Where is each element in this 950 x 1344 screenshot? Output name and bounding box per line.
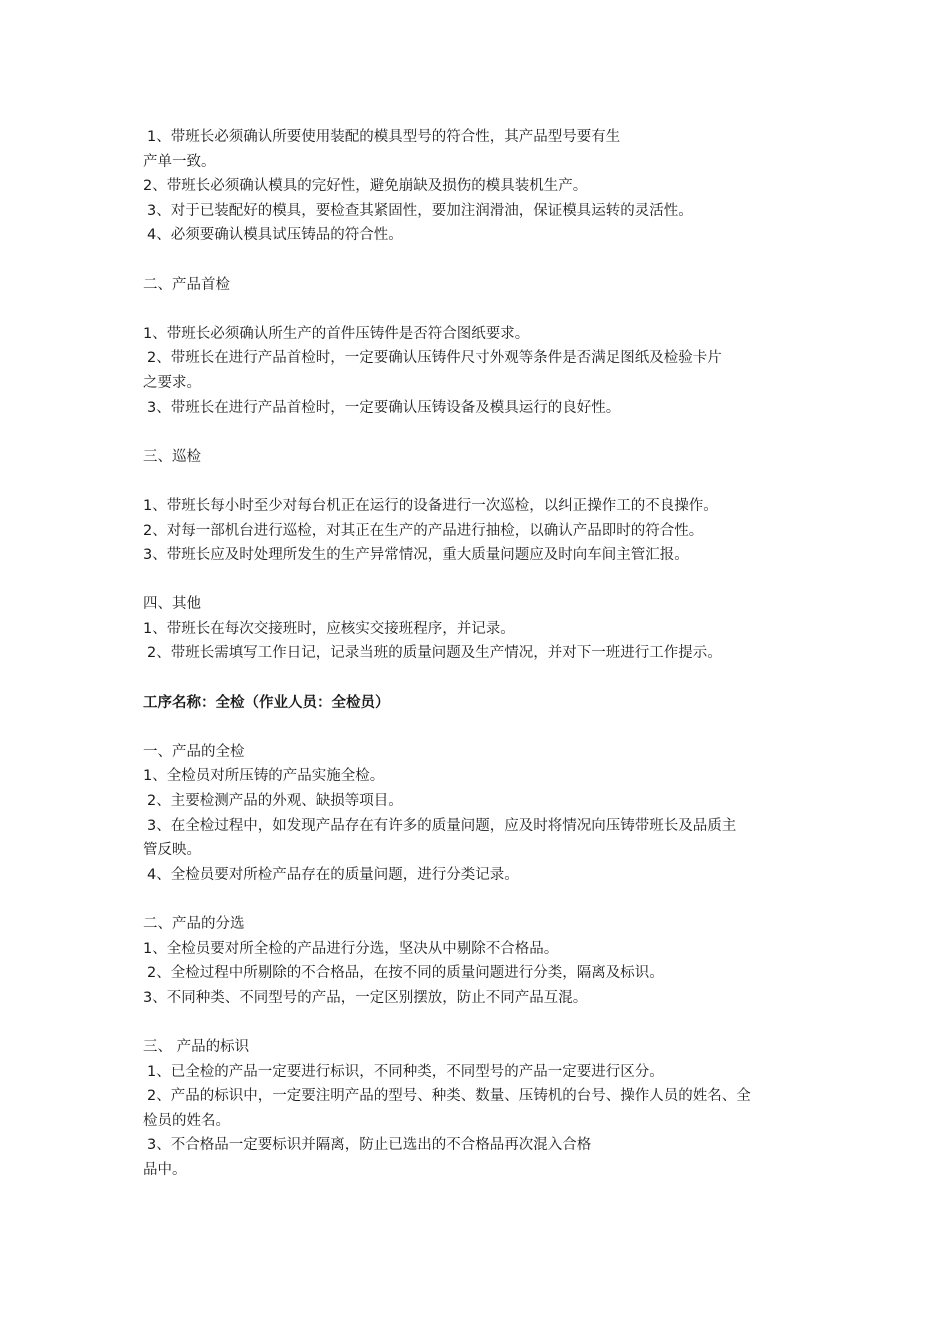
document-page [143, 125, 813, 1183]
blank-line [143, 887, 813, 912]
blank-line [143, 420, 813, 445]
blank-line [143, 248, 813, 273]
text-line: 1、带班长必须确认所生产的首件压铸件是否符合图纸要求。 [143, 325, 530, 342]
text-line: 2、带班长需填写工作日记，记录当班的质量问题及生产情况，并对下一班进行工作提示。 [147, 645, 722, 662]
text-line: 2、带班长必须确认模具的完好性，避免崩缺及损伤的模具装机生产。 [143, 178, 588, 195]
text-line: 1、带班长必须确认所要使用装配的模具型号的符合性，其产品型号要有生 [147, 129, 621, 145]
text-line: 2、带班长在进行产品首检时，一定要确认压铸件尺寸外观等条件是否满足图纸及检验卡片 [147, 350, 722, 367]
blank-line [143, 715, 813, 740]
section-heading: 工序名称：全检（作业人员：全检员） [143, 694, 390, 711]
text-line: 三、 产品的标识 [143, 1038, 250, 1055]
text-line: 4、全检员要对所检产品存在的质量问题，进行分类记录。 [147, 866, 519, 883]
text-line: 四、其他 [143, 596, 201, 613]
text-line: 1、带班长每小时至少对每台机正在运行的设备进行一次巡检，以纠正操作工的不良操作。 [143, 497, 718, 514]
text-line: 3、对于已装配好的模具，要检查其紧固性，要加注润滑油，保证模具运转的灵活性。 [147, 202, 693, 219]
text-line: 管反映。 [143, 842, 201, 859]
blank-line [143, 1010, 813, 1035]
blank-line [143, 568, 813, 593]
text-line: 3、在全检过程中，如发现产品存在有许多的质量问题，应及时将情况向压铸带班长及品质主 [147, 817, 737, 834]
text-line: 1、全检员要对所全检的产品进行分选，坚决从中剔除不合格品。 [143, 940, 559, 957]
blank-line [143, 297, 813, 322]
text-line: 2、主要检测产品的外观、缺损等项目。 [147, 793, 403, 810]
text-line: 1、带班长在每次交接班时，应核实交接班程序，并记录。 [143, 620, 515, 637]
text-line: 1、已全检的产品一定要进行标识，不同种类，不同型号的产品一定要进行区分。 [147, 1063, 664, 1080]
text-line: 产单一致。 [143, 153, 216, 170]
text-line: 二、产品的分选 [143, 916, 245, 932]
text-line: 3、带班长应及时处理所发生的生产异常情况，重大质量问题应及时向车间主管汇报。 [143, 547, 689, 564]
text-line: 之要求。 [143, 374, 201, 391]
text-line: 3、不同种类、不同型号的产品，一定区别摆放，防止不同产品互混。 [143, 989, 588, 1006]
blank-line [143, 469, 813, 494]
text-line: 1、全检员对所压铸的产品实施全检。 [143, 768, 385, 785]
text-line: 二、产品首检 [143, 276, 230, 293]
text-line: 2、全检过程中所剔除的不合格品，在按不同的质量问题进行分类，隔离及标识。 [147, 965, 664, 982]
text-line: 2、产品的标识中，一定要注明产品的型号、种类、数量、压铸机的台号、操作人员的姓名、全 [147, 1088, 751, 1105]
text-line: 品中。 [143, 1161, 187, 1178]
text-line: 3、不合格品一定要标识并隔离，防止已选出的不合格品再次混入合格 [147, 1137, 592, 1154]
text-line: 检员的姓名。 [143, 1112, 230, 1129]
text-line: 3、带班长在进行产品首检时，一定要确认压铸设备及模具运行的良好性。 [147, 399, 621, 416]
blank-line [143, 666, 813, 691]
text-line: 三、巡检 [143, 448, 201, 465]
text-line: 一、产品的全检 [143, 743, 245, 760]
text-line: 2、对每一部机台进行巡检，对其正在生产的产品进行抽检，以确认产品即时的符合性。 [143, 522, 704, 539]
text-line: 4、必须要确认模具试压铸品的符合性。 [147, 227, 403, 244]
